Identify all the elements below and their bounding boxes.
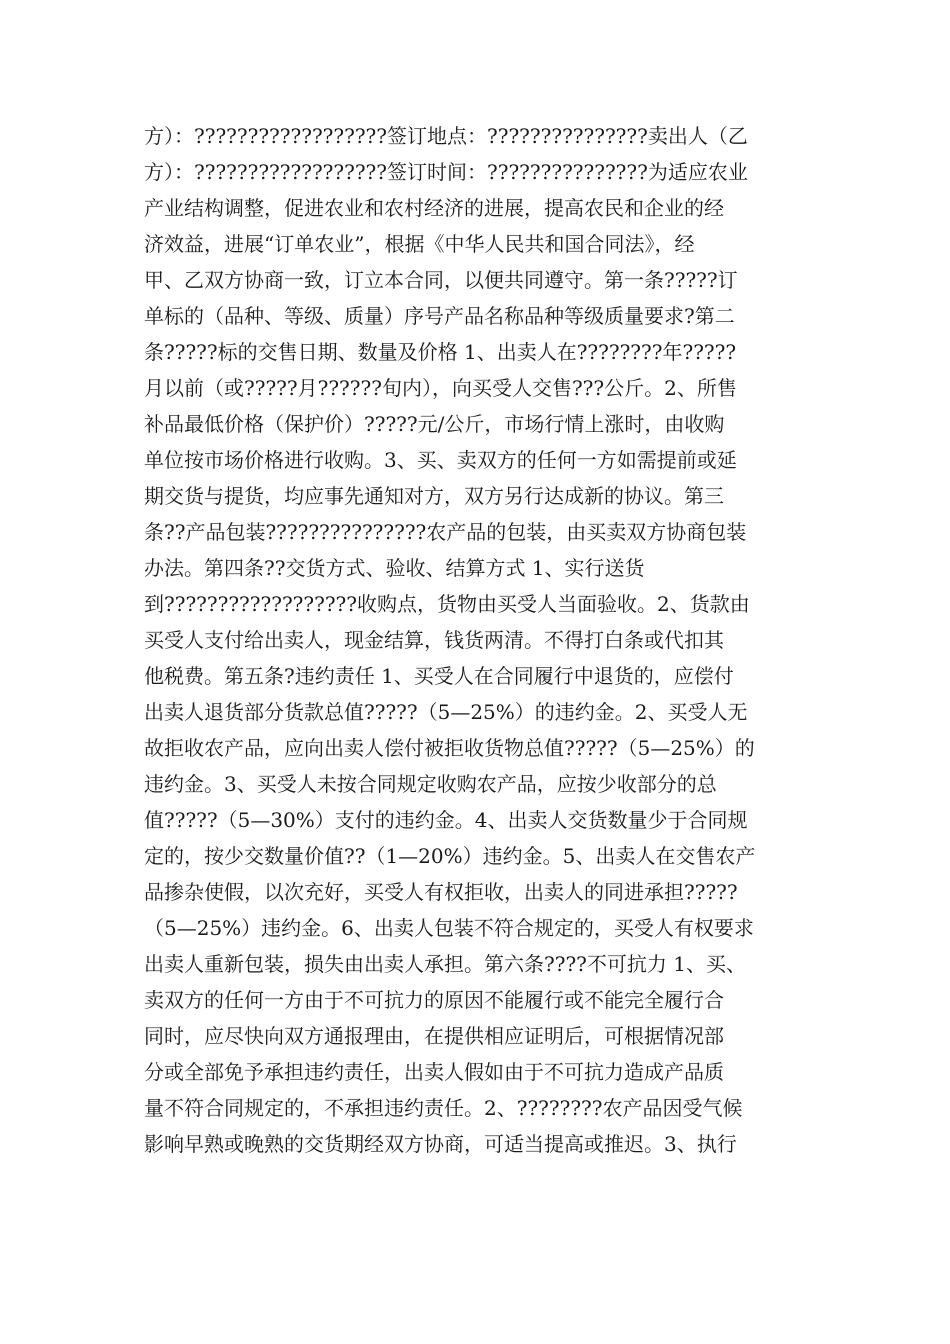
- text-line: 办法。第四条??交货方式、验收、结算方式 1、实行送货: [144, 556, 645, 580]
- text-line: 甲、乙双方协商一致，订立本合同，以便共同遵守。第一条?????订: [144, 268, 738, 292]
- text-line: 违约金。3、买受人未按合同规定收购农产品，应按少收部分的总: [144, 772, 717, 796]
- text-line: 单位按市场价格进行收购。3、买、卖双方的任何一方如需提前或延: [144, 448, 737, 472]
- text-line: 定的，按少交数量价值??（1—20%）违约金。5、出卖人在交售农产: [144, 844, 756, 868]
- text-line: 卖双方的任何一方由于不可抗力的原因不能履行或不能完全履行合: [144, 988, 724, 1012]
- text-line: 买受人支付给出卖人，现金结算，钱货两清。不得打白条或代扣其: [144, 628, 724, 652]
- text-line: 期交货与提货，均应事先通知对方，双方另行达成新的协议。第三: [144, 484, 724, 508]
- text-line: 分或全部免予承担违约责任，出卖人假如由于不可抗力造成产品质: [144, 1060, 724, 1084]
- contract-body-text: [144, 118, 804, 1162]
- text-line: 故拒收农产品，应向出卖人偿付被拒收货物总值?????（5—25%）的: [144, 736, 755, 760]
- text-line: 值?????（5—30%）支付的违约金。4、出卖人交货数量少于合同规: [144, 808, 748, 832]
- text-line: 他税费。第五条?违约责任 1、买受人在合同履行中退货的，应偿付: [144, 664, 734, 688]
- text-line: 量不符合同规定的，不承担违约责任。2、????????农产品因受气候: [144, 1096, 743, 1120]
- text-line: 条??产品包装???????????????农产品的包装，由买卖双方协商包装: [144, 520, 747, 544]
- text-line: 同时，应尽快向双方通报理由，在提供相应证明后，可根据情况部: [144, 1024, 724, 1048]
- text-line: 单标的（品种、等级、质量）序号产品名称品种等级质量要求?第二: [144, 304, 735, 328]
- text-line: 方）：??????????????????签订时间：???????????????为适应农业: [144, 160, 748, 184]
- text-line: 补品最低价格（保护价）?????元/公斤，市场行情上涨时，由收购: [144, 412, 725, 436]
- text-line: 月以前（或?????月??????旬内），向买受人交售???公斤。2、所售: [144, 376, 737, 400]
- text-line: 品掺杂使假，以次充好，买受人有权拒收，出卖人的同进承担?????: [144, 880, 738, 904]
- text-line: 方）：??????????????????签订地点：???????????????卖出人（乙: [144, 124, 748, 148]
- text-line: 产业结构调整，促进农业和农村经济的进展，提高农民和企业的经: [144, 196, 724, 220]
- text-line: 济效益，进展“订单农业”，根据《中华人民共和国合同法》，经: [144, 232, 695, 256]
- text-line: 出卖人重新包装，损失由出卖人承担。第六条????不可抗力 1、买、: [144, 952, 746, 976]
- text-line: 出卖人退货部分货款总值?????（5—25%）的违约金。2、买受人无: [144, 700, 748, 724]
- text-line: 影响早熟或晚熟的交货期经双方协商，可适当提高或推迟。3、执行: [144, 1132, 737, 1156]
- text-line: 条?????标的交售日期、数量及价格 1、出卖人在????????年?????: [144, 340, 737, 364]
- text-line: 到??????????????????收购点，货物由买受人当面验收。2、货款由: [144, 592, 750, 616]
- text-line: （5—25%）违约金。6、出卖人包装不符合规定的，买受人有权要求: [144, 916, 754, 940]
